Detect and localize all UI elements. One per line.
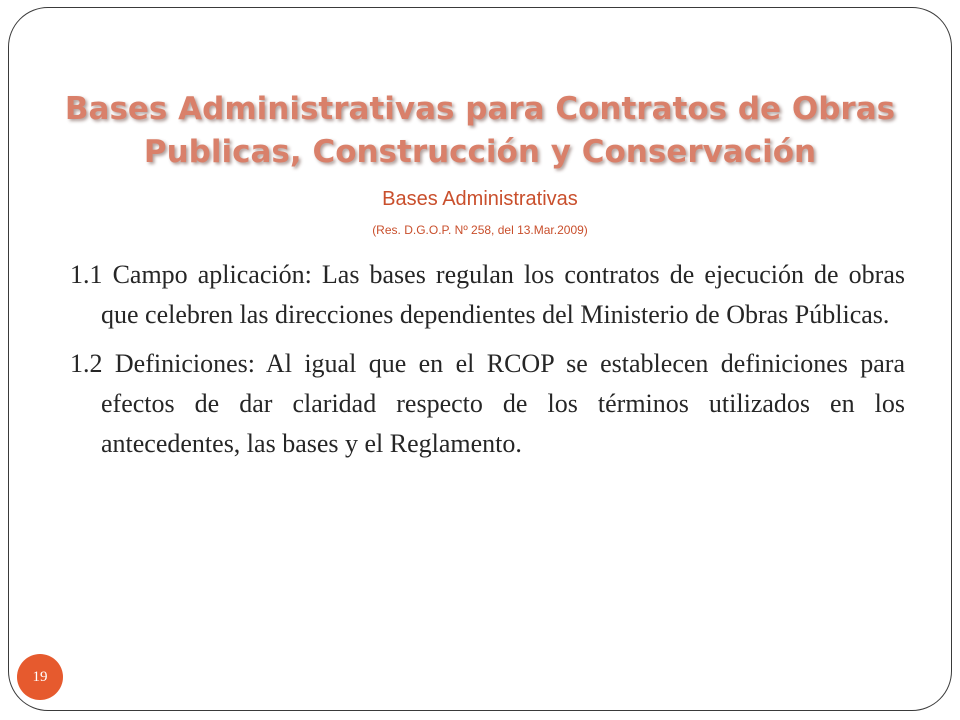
paragraph-definiciones: 1.2 Definiciones: Al igual que en el RCOP se establecen definiciones para efectos de dar claridad respecto de los términos utilizados en los antecedentes, las bases y el Reglamento. <box>70 349 905 458</box>
slide-title-line-1: Bases Administrativas para Contratos de Obras <box>64 91 896 127</box>
slide-body <box>70 255 905 473</box>
slide-number-badge: 19 <box>17 654 63 700</box>
resolution-reference: (Res. D.G.O.P. Nº 258, del 13.Mar.2009) <box>372 223 588 237</box>
slide-title-line-2: Publicas, Construcción y Conservación <box>143 134 817 170</box>
slide-title <box>30 88 930 174</box>
paragraph-campo-aplicacion: 1.1 Campo aplicación: Las bases regulan los contratos de ejecución de obras que celebren las direcciones dependientes del Ministerio de Obras Públicas. <box>70 260 905 329</box>
slide-subtitle: Bases Administrativas <box>382 188 578 210</box>
